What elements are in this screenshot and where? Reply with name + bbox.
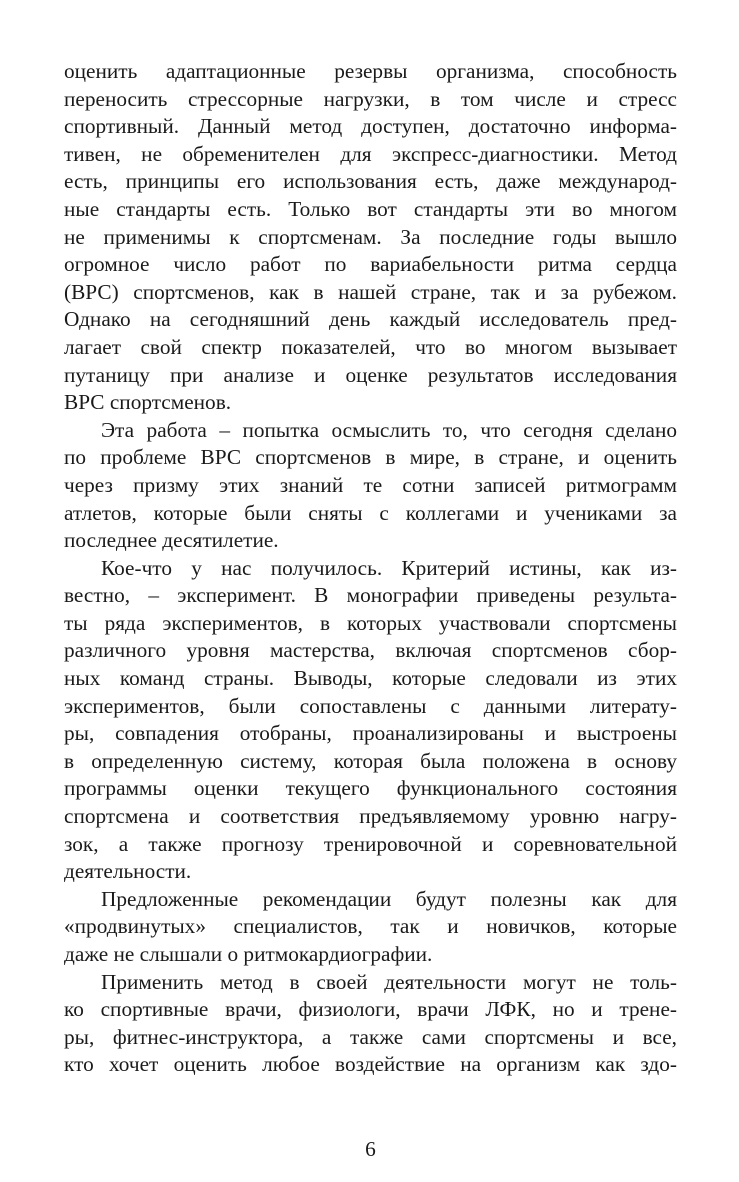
text-line: Применить метод в своей деятельности могут не толь-	[101, 969, 677, 994]
page-number: 6	[365, 1137, 376, 1161]
text-line: даже не слышали о ритмокардиографии.	[64, 942, 433, 966]
text-line: ры, совпадения отобраны, проанализированы и выстроены	[64, 721, 677, 746]
text-line: ры, фитнес-инструктора, а также сами спортсмены и все,	[64, 1024, 677, 1049]
text-line: атлетов, которые были сняты с коллегами и учениками за	[64, 500, 677, 525]
body-text	[64, 58, 677, 1079]
paragraph-1	[64, 58, 677, 417]
text-line: ко спортивные врачи, физиологи, врачи ЛФК, но и трене-	[64, 997, 677, 1022]
text-line: ВРС спортсменов.	[64, 390, 232, 415]
text-line: огромное число работ по вариабельности ритма сердца	[64, 252, 677, 277]
paragraph-2	[64, 417, 677, 555]
text-line: спортивный. Данный метод доступен, достаточно информа-	[64, 114, 677, 139]
paragraph-4	[64, 886, 677, 969]
text-line: оценить адаптационные резервы организма, способность	[64, 59, 677, 83]
text-line: ные стандарты есть. Только вот стандарты эти во многом	[64, 196, 677, 221]
text-line: переносить стрессорные нагрузки, в том числе и стресс	[64, 86, 677, 111]
text-line: не применимы к спортсменам. За последние годы вышло	[64, 224, 677, 249]
text-line: тивен, не обременителен для экспресс-диагностики. Метод	[64, 141, 677, 166]
text-line: Эта работа – попытка осмыслить то, что сегодня сделано	[101, 417, 677, 442]
document-page	[64, 58, 677, 1182]
paragraph-3	[64, 555, 677, 886]
text-line: Однако на сегодняшний день каждый исследователь пред-	[64, 307, 677, 332]
text-line: путаницу при анализе и оценке результатов исследования	[64, 362, 677, 387]
text-line: вестно, – эксперимент. В монографии приведены результа-	[64, 583, 677, 608]
text-line: в определенную систему, которая была положена в основу	[64, 748, 677, 773]
text-line: через призму этих знаний те сотни записей ритмограмм	[64, 472, 677, 497]
text-line: Предложенные рекомендации будут полезны как для	[101, 886, 677, 911]
text-line: «продвинутых» специалистов, так и новичков, которые	[64, 914, 677, 939]
text-line: последнее десятилетие.	[64, 528, 279, 553]
text-line: различного уровня мастерства, включая спортсменов сбор-	[64, 638, 677, 663]
text-line: Кое-что у нас получилось. Критерий истины, как из-	[101, 555, 677, 580]
text-line: программы оценки текущего функционального состояния	[64, 776, 677, 801]
text-line: спортсмена и соответствия предъявляемому уровню нагру-	[64, 804, 677, 829]
text-line: ных команд страны. Выводы, которые следовали из этих	[64, 666, 677, 691]
text-line: лагает свой спектр показателей, что во многом вызывает	[64, 334, 677, 359]
text-line: (ВРС) спортсменов, как в нашей стране, так и за рубежом.	[64, 279, 677, 304]
text-line: есть, принципы его использования есть, даже международ-	[64, 169, 677, 194]
text-line: зок, а также прогнозу тренировочной и соревновательной	[64, 831, 677, 856]
text-line: ты ряда экспериментов, в которых участвовали спортсмены	[64, 610, 677, 635]
text-line: по проблеме ВРС спортсменов в мире, в стране, и оценить	[64, 445, 677, 470]
paragraph-5	[64, 969, 677, 1079]
text-line: кто хочет оценить любое воздействие на организм как здо-	[64, 1052, 677, 1077]
text-line: деятельности.	[64, 859, 192, 884]
text-line: экспериментов, были сопоставлены с данными литерату-	[64, 693, 677, 718]
